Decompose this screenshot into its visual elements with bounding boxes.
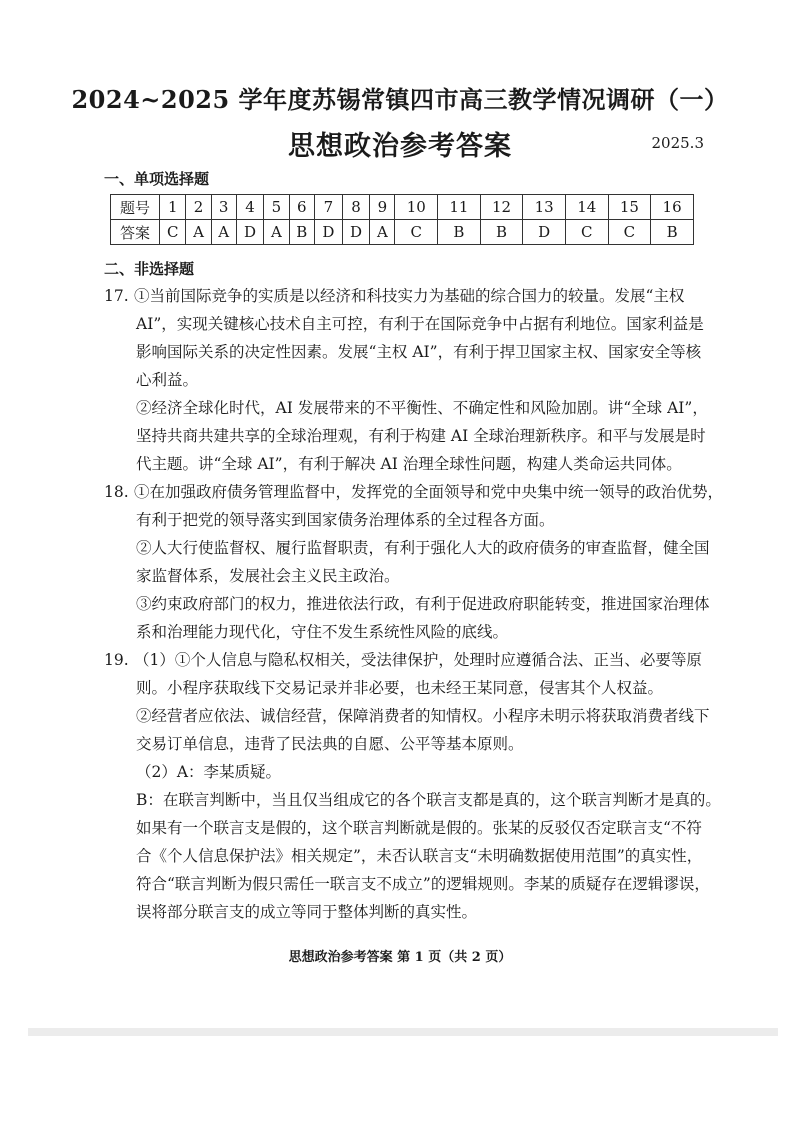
answer-row [111,220,694,245]
page-footer: 思想政治参考答案 第 1 页（共 2 页） [288,950,512,965]
number-cell: 3 [211,195,236,220]
question-17 [104,282,708,478]
answer-cell: A [186,220,211,245]
question-number: 18. [104,483,129,501]
document-title: 2024~2025 学年度苏锡常镇四市高三教学情况调研（一） [71,85,729,114]
answer-cell: C [608,220,651,245]
answer-line: 交易订单信息，违背了民法典的自愿、公平等基本原则。 [136,735,524,753]
answer-line: （2）A：李某质疑。 [136,763,282,781]
answer-cell: A [370,220,395,245]
answer-line: 则。小程序获取线下交易记录并非必要，也未经王某同意，侵害其个人权益。 [136,679,664,697]
answer-line: 家监督体系，发展社会主义民主政治。 [136,567,400,585]
answer-line: （1）①个人信息与隐私权相关，受法律保护，处理时应遵循合法、正当、必要等原 [134,651,702,669]
answer-line: 坚持共商共建共享的全球治理观，有利于构建 AI 全球治理新秩序。和平与发展是时 [136,427,706,445]
question-number: 17. [104,287,129,305]
answer-cell: D [236,220,264,245]
answer-cell: D [523,220,566,245]
page-bottom-divider [28,1028,778,1036]
question-number-row [111,195,694,220]
number-cell: 1 [160,195,186,220]
answer-line: 系和治理能力现代化，守住不发生系统性风险的底线。 [136,623,509,641]
answer-cell: A [264,220,289,245]
answer-line: 心利益。 [136,371,199,389]
answer-line: 影响国际关系的决定性因素。发展“主权 AI”，有利于捍卫国家主权、国家安全等核 [136,343,702,361]
answer-cell: B [289,220,315,245]
answer-line: 误将部分联言支的成立等同于整体判断的真实性。 [136,903,478,921]
answer-cell: C [565,220,608,245]
document-subtitle: 思想政治参考答案 [288,131,512,162]
number-cell: 8 [342,195,370,220]
answer-cell: D [315,220,343,245]
number-cell: 10 [395,195,438,220]
row-label-answer: 答案 [111,220,160,245]
answer-cell: C [160,220,186,245]
answer-line: ①当前国际竞争的实质是以经济和科技实力为基础的综合国力的较量。发展“主权 [134,287,685,305]
question-18 [104,478,724,646]
number-cell: 11 [438,195,481,220]
number-cell: 15 [608,195,651,220]
question-19 [104,646,721,926]
answer-line: 代主题。讲“全球 AI”，有利于解决 AI 治理全球性问题，构建人类命运共同体。 [136,455,682,473]
number-cell: 16 [651,195,694,220]
answer-line: ②经济全球化时代，AI 发展带来的不平衡性、不确定性和风险加剧。讲“全球 AI”， [136,399,708,417]
section-2-heading: 二、非选择题 [104,260,195,278]
number-cell: 7 [315,195,343,220]
section-1-heading: 一、单项选择题 [104,170,210,188]
document-date: 2025.3 [651,134,704,152]
answer-cell: C [395,220,438,245]
answer-cell: B [438,220,481,245]
answer-cell: B [480,220,523,245]
answer-line: 符合“联言判断为假只需任一联言支不成立”的逻辑规则。李某的质疑存在逻辑谬误， [136,875,710,893]
answer-line: ①在加强政府债务管理监督中，发挥党的全面领导和党中央集中统一领导的政治优势， [134,483,724,501]
answer-line: 如果有一个联言支是假的，这个联言判断就是假的。张某的反驳仅否定联言支“不符 [136,819,702,837]
answer-line: B：在联言判断中，当且仅当组成它的各个联言支都是真的，这个联言判断才是真的。 [136,791,721,809]
number-cell: 12 [480,195,523,220]
answer-line: ②经营者应依法、诚信经营，保障消费者的知情权。小程序未明示将获取消费者线下 [136,707,710,725]
answer-line: ②人大行使监督权、履行监督职责，有利于强化人大的政府债务的审查监督，健全国 [136,539,710,557]
number-cell: 13 [523,195,566,220]
question-number: 19. [104,651,129,669]
answer-cell: B [651,220,694,245]
answer-line: 合《个人信息保护法》相关规定”，未否认联言支“未明确数据使用范围”的真实性， [136,847,703,865]
number-cell: 9 [370,195,395,220]
answer-cell: A [211,220,236,245]
number-cell: 6 [289,195,315,220]
answer-cell: D [342,220,370,245]
number-cell: 5 [264,195,289,220]
number-cell: 14 [565,195,608,220]
answer-line: ③约束政府部门的权力，推进依法行政，有利于促进政府职能转变，推进国家治理体 [136,595,710,613]
answer-line: 有利于把党的领导落实到国家债务治理体系的全过程各方面。 [136,511,555,529]
row-label-number: 题号 [111,195,160,220]
number-cell: 2 [186,195,211,220]
answer-line: AI”，实现关键核心技术自主可控，有利于在国际竞争中占据有利地位。国家利益是 [136,315,704,333]
number-cell: 4 [236,195,264,220]
answer-table [110,194,694,245]
